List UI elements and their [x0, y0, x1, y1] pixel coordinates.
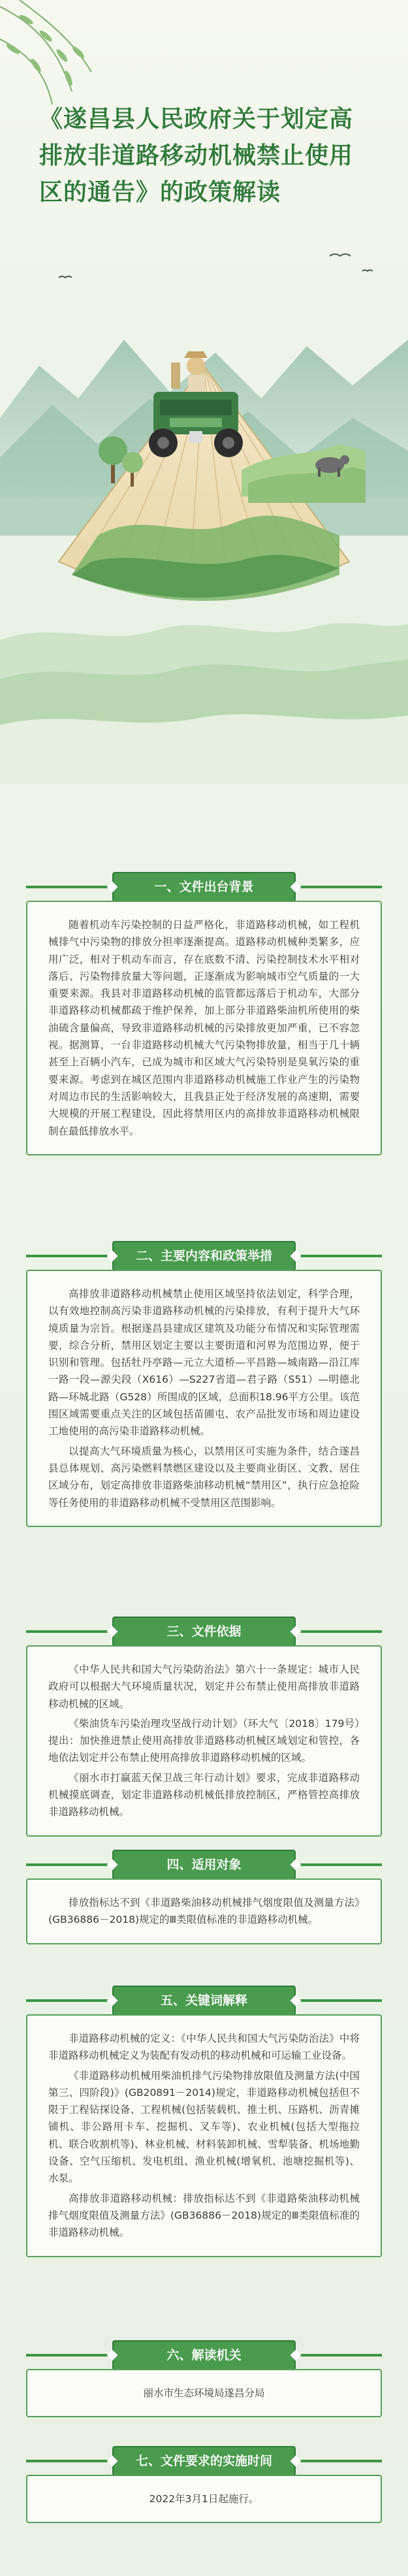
paragraph: 以提高大气环境质量为核心，以禁用区可实施为条件，结合遂昌县总体规划、高污染燃料禁燃区建设以及主要商业街区、文教、居住区域分布，划定高排放非道路柴油移动机械“禁用区”，执行应急抢险等任务使用的非道路移动机械不受禁用区范围影响。 [48, 1445, 360, 1509]
section-background [26, 872, 382, 1155]
section-header [26, 2446, 382, 2476]
authority-name: 丽水市生态环境局遂昌分局 [143, 2387, 265, 2399]
section-body [26, 901, 382, 1155]
title-line: 《遂昌县人民政府关于划定高 [39, 106, 354, 133]
section-heading: 六、解读机关 [112, 2340, 296, 2370]
paragraph: 《丽水市打赢蓝天保卫战三年行动计划》要求，完成非道路移动机械摸底调查，划定非道路移动机械低排放控制区，严格管控高排放非道路移动机械。 [48, 1771, 360, 1818]
section-definitions [26, 1986, 382, 2257]
section-legal-basis [26, 1617, 382, 1837]
section-body [26, 1270, 382, 1527]
section-heading: 四、适用对象 [112, 1850, 296, 1880]
section-header [26, 2340, 382, 2370]
section-body [26, 2475, 382, 2523]
paragraph: 排放指标达不到《非道路柴油移动机械排气烟度限值及测量方法》(GB36886－2018)规定的Ⅲ类限值标准的非道路移动机械。 [48, 1897, 360, 1926]
section-header [26, 1241, 382, 1271]
section-heading: 七、文件要求的实施时间 [112, 2446, 296, 2476]
paragraph: 《非道路移动机械用柴油机排气污染物排放限值及测量方法(中国第三、四阶段)》(GB20891－2014)规定，非道路移动机械包括但不限于工程钻探设备、工程机械(包括装载机、推土机、压路机、沥青摊铺机、非公路用卡车、挖掘机、叉车等)、农业机械(包括大型拖拉机、联合收割机等)、林业机械、材料装卸机械、雪犁装备、机场地勤设备、空气压缩机、发电机组、渔业机械(增氧机、池塘挖掘机等)、水泵。 [48, 2069, 360, 2185]
effective-date: 2022年3月1日起施行。 [149, 2493, 259, 2505]
section-header [26, 1850, 382, 1880]
paragraph: 《柴油货车污染治理攻坚战行动计划》（环大气〔2018〕179号）提出：加快推进禁止使用高排放非道路移动机械区域划定和管控，各地依法划定并公布禁止使用高排放非道路移动机械的区域。 [48, 1717, 360, 1764]
section-body [26, 1878, 382, 1944]
paragraph: 《中华人民共和国大气污染防治法》第六十一条规定：城市人民政府可以根据大气环境质量状况，划定并公布禁止使用高排放非道路移动机械的区域。 [48, 1664, 360, 1710]
title-line: 排放非道路移动机械禁止使用 [39, 142, 354, 169]
section-body [26, 2014, 382, 2257]
paragraph: 高排放非道路移动机械：排放指标达不到《非道路柴油移动机械排气烟度限值及测量方法》(GB36886－2018)规定的Ⅲ类限值标准的非道路移动机械。 [48, 2192, 360, 2239]
section-scope [26, 1850, 382, 1944]
section-heading: 五、关键词解释 [112, 1986, 296, 2016]
paragraph: 非道路移动机械的定义：《中华人民共和国大气污染防治法》中将非道路移动机械定义为装配有发动机的移动机械和可运输工业设备。 [48, 2033, 360, 2062]
section-interpreting-authority [26, 2340, 382, 2417]
page-title [39, 101, 369, 211]
section-heading: 二、主要内容和政策举措 [112, 1241, 296, 1271]
paragraph: 高排放非道路移动机械禁止使用区域坚持依法划定，科学合理，以有效地控制高污染非道路移动机械的污染排放，有利于提升大气环境质量为宗旨。根据遂昌县建成区建筑及功能分布情况和实际管理需要，综合分析，禁用区划定主要以主要街道和河界为范围边界，便于识别和管理。包括牡丹亭路—元立大道桥—平昌路—城南路—沿江库一路一段—源尖段（X616）—S227省道—君子路（S51）—明德北路—环城北路（G528）所围成的区域，总面积18.96平方公里。该范围区域需要重点关注的区域包括苗圃屯、农产品批发市场和周边建设工地使用的高污染非道路移动机械。 [48, 1288, 360, 1438]
section-header [26, 1986, 382, 2016]
section-header [26, 1617, 382, 1647]
section-effective-date [26, 2446, 382, 2523]
section-heading: 一、文件出台背景 [112, 872, 296, 902]
title-line: 区的通告》的政策解读 [39, 179, 281, 206]
hero-banner [0, 0, 408, 784]
section-header [26, 872, 382, 902]
section-body [26, 2369, 382, 2417]
paragraph: 随着机动车污染控制的日益严格化，非道路移动机械，如工程机械排气中污染物的排放分担率逐渐提高。道路移动机械种类繁多，应用广泛，相对于机动车而言，存在底数不清、污染控制技术水平相对落后、污染物排放量大等问题，正逐渐成为影响城市空气质量的一大重要来源。我县对非道路移动机械的监管都远落后于机动车，大部分非道路移动机械都疏于维护保养，加上部分非道路柴油机所使用的柴油硫含量偏高，导致非道路移动机械的污染排放更加严重，已不容忽视。据测算，一台非道路移动机械大气污染物排放量，相当于几十辆甚至上百辆小汽车，已成为城市和区域大气污染特别是臭氧污染的重要来源。考虑到在城区范围内非道路移动机械施工作业产生的污染物对周边市民的生活影响较大，且我县正处于经济发展的高速期，需要大规模的开展工程建设，因此将禁用区内的高排放非道路移动机械限制在最低排放水平。 [48, 919, 360, 1137]
section-body [26, 1645, 382, 1837]
section-heading: 三、文件依据 [112, 1617, 296, 1647]
section-main-content [26, 1241, 382, 1527]
